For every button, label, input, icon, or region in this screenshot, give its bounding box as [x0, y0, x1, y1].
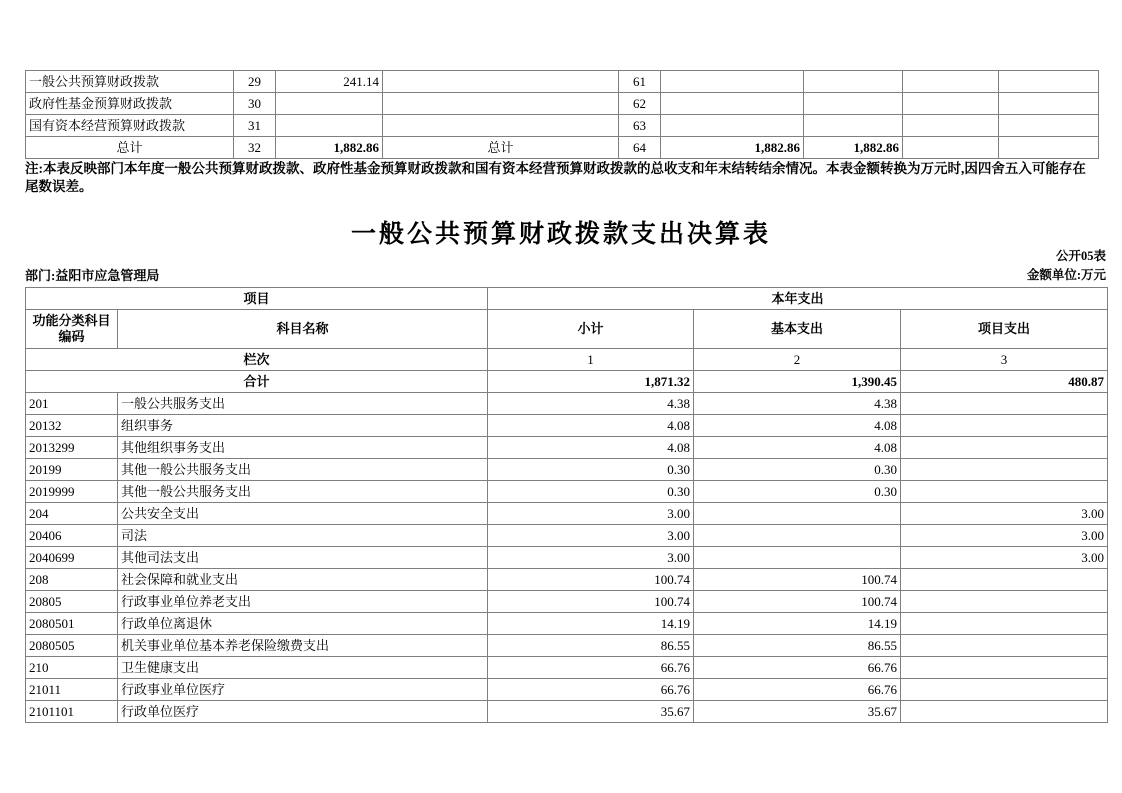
column-index-row	[26, 349, 1108, 371]
table-row	[26, 701, 1108, 723]
subtotal-amount-cell: 66.76	[488, 679, 694, 701]
subject-code-cell: 204	[26, 503, 118, 525]
col-group-item: 项目	[26, 288, 488, 310]
summary-row-label-cell	[383, 115, 619, 137]
table-row	[26, 569, 1108, 591]
table-row	[26, 657, 1108, 679]
amount-cell	[999, 93, 1099, 115]
project-expense-amount-cell	[901, 481, 1108, 503]
subject-name-cell: 其他一般公共服务支出	[118, 481, 488, 503]
subject-name-cell: 司法	[118, 525, 488, 547]
amount-cell	[661, 115, 804, 137]
header-group-row	[26, 288, 1108, 310]
subtotal-amount-cell: 14.19	[488, 613, 694, 635]
subject-code-cell: 201	[26, 393, 118, 415]
page-title: 一般公共预算财政拨款支出决算表	[350, 221, 771, 248]
subtotal-amount-cell: 0.30	[488, 459, 694, 481]
summary-row-label-cell: 总计	[383, 137, 619, 159]
amount-cell	[903, 137, 999, 159]
table-footnote: 注:本表反映部门本年度一般公共预算财政拨款、政府性基金预算财政拨款和国有资本经营预算财政拨款的总收支和年末结转结余情况。本表金额转换为万元时,因四舍五入可能存在尾数误差。	[25, 161, 1086, 194]
amount-cell	[661, 93, 804, 115]
column-index-2: 2	[694, 349, 901, 371]
basic-expense-amount-cell: 4.08	[694, 415, 901, 437]
department-label: 部门:益阳市应急管理局	[25, 268, 160, 283]
summary-row-label-cell: 总计	[26, 137, 234, 159]
project-expense-amount-cell	[901, 415, 1108, 437]
subtotal-amount-cell: 3.00	[488, 547, 694, 569]
basic-expense-amount-cell: 86.55	[694, 635, 901, 657]
grand-total-label: 合计	[26, 371, 488, 393]
amount-cell: 1,882.86	[276, 137, 383, 159]
col-header-subtotal: 小计	[488, 310, 694, 349]
table-row	[26, 459, 1108, 481]
project-expense-amount-cell	[901, 591, 1108, 613]
subject-name-cell: 行政单位离退休	[118, 613, 488, 635]
col-header-basic-expense: 基本支出	[694, 310, 901, 349]
amount-unit-label: 金额单位:万元	[1026, 268, 1106, 282]
summary-row-label-cell: 国有资本经营预算财政拨款	[26, 115, 234, 137]
col-group-year-expenditure: 本年支出	[488, 288, 1108, 310]
grand-total-project: 480.87	[901, 371, 1108, 393]
line-number-cell: 30	[234, 93, 276, 115]
subject-name-cell: 其他组织事务支出	[118, 437, 488, 459]
subject-code-cell: 20132	[26, 415, 118, 437]
summary-row-label-cell: 一般公共预算财政拨款	[26, 71, 234, 93]
amount-cell	[903, 93, 999, 115]
subject-name-cell: 卫生健康支出	[118, 657, 488, 679]
amount-cell	[999, 71, 1099, 93]
subtotal-amount-cell: 66.76	[488, 657, 694, 679]
subject-code-cell: 20199	[26, 459, 118, 481]
table-row	[26, 635, 1108, 657]
project-expense-amount-cell	[901, 701, 1108, 723]
basic-expense-amount-cell: 4.08	[694, 437, 901, 459]
subject-name-cell: 组织事务	[118, 415, 488, 437]
subject-code-cell: 2013299	[26, 437, 118, 459]
table-row	[26, 115, 1099, 137]
basic-expense-amount-cell: 14.19	[694, 613, 901, 635]
col-header-function-code-line2: 编码	[58, 329, 85, 344]
subject-name-cell: 行政单位医疗	[118, 701, 488, 723]
subject-name-cell: 一般公共服务支出	[118, 393, 488, 415]
project-expense-amount-cell	[901, 635, 1108, 657]
table-number-label: 公开05表	[1055, 249, 1106, 263]
col-header-function-code-line1: 功能分类科目	[32, 313, 111, 328]
subject-code-cell: 2040699	[26, 547, 118, 569]
amount-cell	[999, 115, 1099, 137]
subtotal-amount-cell: 86.55	[488, 635, 694, 657]
table-row	[26, 415, 1108, 437]
project-expense-amount-cell	[901, 613, 1108, 635]
income-expenditure-summary-table	[25, 70, 1099, 159]
amount-cell	[804, 71, 903, 93]
subtotal-amount-cell: 4.08	[488, 437, 694, 459]
col-header-subject-name: 科目名称	[118, 310, 488, 349]
table-row	[26, 547, 1108, 569]
col-header-project-expense: 项目支出	[901, 310, 1108, 349]
subject-name-cell: 其他一般公共服务支出	[118, 459, 488, 481]
column-index-label: 栏次	[26, 349, 488, 371]
project-expense-amount-cell: 3.00	[901, 547, 1108, 569]
col-header-function-code	[26, 310, 118, 349]
summary-row-label-cell: 政府性基金预算财政拨款	[26, 93, 234, 115]
table-row	[26, 481, 1108, 503]
subtotal-amount-cell: 35.67	[488, 701, 694, 723]
table-row	[26, 93, 1099, 115]
subtotal-amount-cell: 4.38	[488, 393, 694, 415]
line-number-cell: 61	[619, 71, 661, 93]
subject-code-cell: 208	[26, 569, 118, 591]
table-row	[26, 525, 1108, 547]
project-expense-amount-cell	[901, 393, 1108, 415]
summary-row-label-cell	[383, 71, 619, 93]
basic-expense-amount-cell	[694, 547, 901, 569]
amount-cell: 1,882.86	[661, 137, 804, 159]
amount-cell	[804, 115, 903, 137]
column-index-1: 1	[488, 349, 694, 371]
project-expense-amount-cell: 3.00	[901, 525, 1108, 547]
column-index-3: 3	[901, 349, 1108, 371]
amount-cell	[903, 115, 999, 137]
subject-name-cell: 社会保障和就业支出	[118, 569, 488, 591]
table-row	[26, 503, 1108, 525]
line-number-cell: 29	[234, 71, 276, 93]
project-expense-amount-cell	[901, 679, 1108, 701]
subject-code-cell: 2080505	[26, 635, 118, 657]
subject-code-cell: 2019999	[26, 481, 118, 503]
grand-total-basic: 1,390.45	[694, 371, 901, 393]
basic-expense-amount-cell: 100.74	[694, 569, 901, 591]
amount-cell	[276, 115, 383, 137]
line-number-cell: 63	[619, 115, 661, 137]
subtotal-amount-cell: 4.08	[488, 415, 694, 437]
basic-expense-amount-cell: 100.74	[694, 591, 901, 613]
table-row	[26, 679, 1108, 701]
line-number-cell: 64	[619, 137, 661, 159]
amount-cell: 1,882.86	[804, 137, 903, 159]
line-number-cell: 32	[234, 137, 276, 159]
subject-code-cell: 2101101	[26, 701, 118, 723]
line-number-cell: 31	[234, 115, 276, 137]
header-columns-row	[26, 310, 1108, 349]
subject-code-cell: 210	[26, 657, 118, 679]
amount-cell	[804, 93, 903, 115]
grand-total-subtotal: 1,871.32	[488, 371, 694, 393]
line-number-cell: 62	[619, 93, 661, 115]
project-expense-amount-cell	[901, 459, 1108, 481]
table-row	[26, 591, 1108, 613]
basic-expense-amount-cell	[694, 503, 901, 525]
amount-cell	[276, 93, 383, 115]
subject-name-cell: 行政事业单位医疗	[118, 679, 488, 701]
subject-code-cell: 20805	[26, 591, 118, 613]
subtotal-amount-cell: 3.00	[488, 503, 694, 525]
amount-cell	[661, 71, 804, 93]
table-row	[26, 437, 1108, 459]
project-expense-amount-cell	[901, 437, 1108, 459]
subtotal-amount-cell: 100.74	[488, 591, 694, 613]
subject-code-cell: 20406	[26, 525, 118, 547]
summary-row-label-cell	[383, 93, 619, 115]
amount-cell	[999, 137, 1099, 159]
basic-expense-amount-cell: 66.76	[694, 679, 901, 701]
subject-code-cell: 2080501	[26, 613, 118, 635]
project-expense-amount-cell: 3.00	[901, 503, 1108, 525]
subject-name-cell: 机关事业单位基本养老保险缴费支出	[118, 635, 488, 657]
subject-name-cell: 公共安全支出	[118, 503, 488, 525]
subject-name-cell: 其他司法支出	[118, 547, 488, 569]
project-expense-amount-cell	[901, 569, 1108, 591]
subtotal-amount-cell: 3.00	[488, 525, 694, 547]
table-row	[26, 393, 1108, 415]
grand-total-row	[26, 371, 1108, 393]
project-expense-amount-cell	[901, 657, 1108, 679]
general-budget-expenditure-table	[25, 287, 1108, 723]
subtotal-amount-cell: 0.30	[488, 481, 694, 503]
basic-expense-amount-cell: 0.30	[694, 459, 901, 481]
subject-code-cell: 21011	[26, 679, 118, 701]
basic-expense-amount-cell: 0.30	[694, 481, 901, 503]
basic-expense-amount-cell	[694, 525, 901, 547]
subtotal-amount-cell: 100.74	[488, 569, 694, 591]
table-row	[26, 613, 1108, 635]
amount-cell: 241.14	[276, 71, 383, 93]
total-row	[26, 137, 1099, 159]
amount-cell	[903, 71, 999, 93]
table-row	[26, 71, 1099, 93]
subject-name-cell: 行政事业单位养老支出	[118, 591, 488, 613]
basic-expense-amount-cell: 35.67	[694, 701, 901, 723]
basic-expense-amount-cell: 4.38	[694, 393, 901, 415]
basic-expense-amount-cell: 66.76	[694, 657, 901, 679]
